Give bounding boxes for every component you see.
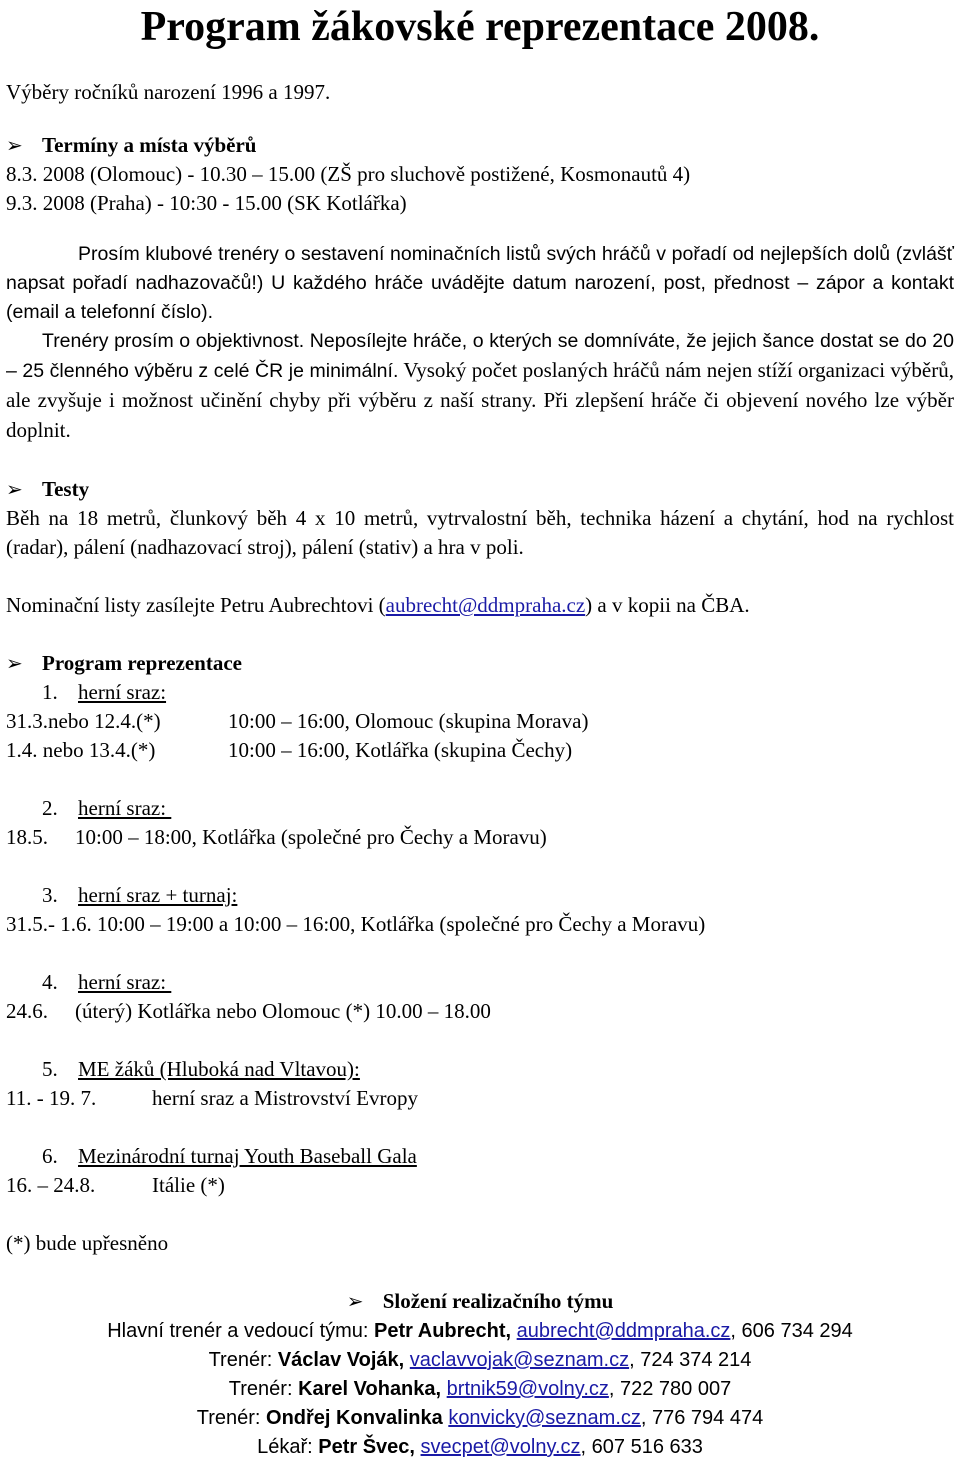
camp1-row-morava	[6, 707, 954, 736]
camp5-text: herní sraz a Mistrovství Evropy	[152, 1086, 418, 1110]
team-member-row	[6, 1403, 954, 1432]
spacer	[6, 620, 954, 649]
camp2-text: 10:00 – 18:00, Kotlářka (společné pro Čechy a Moravu)	[75, 825, 547, 849]
camp4-number: 4.	[42, 970, 58, 994]
program-heading: Program reprezentace	[42, 651, 242, 675]
member-email-link[interactable]: konvicky@seznam.cz	[448, 1407, 641, 1429]
camp1-row-date: 31.3.nebo 12.4.(*)	[6, 709, 161, 733]
member-email-link[interactable]: svecpet@volny.cz	[420, 1436, 581, 1458]
subtitle: Výběry ročníků narození 1996 a 1997.	[6, 80, 331, 104]
camp3-label: herní sraz + turnaj:	[78, 883, 238, 907]
spacer	[6, 852, 954, 881]
terms-paragraph-nominations	[6, 240, 954, 327]
spacer	[6, 765, 954, 794]
spacer	[6, 1113, 954, 1142]
camp6-date: 16. – 24.8.	[6, 1173, 96, 1197]
terms-heading: Termíny a místa výběrů	[42, 133, 257, 157]
member-email-link[interactable]: brtnik59@volny.cz	[446, 1378, 609, 1400]
camp4-text: (úterý) Kotlářka nebo Olomouc (*) 10.00 – 18.00	[75, 999, 491, 1023]
member-name: Karel Vohanka,	[298, 1378, 442, 1400]
member-name: Petr Aubrecht,	[374, 1320, 512, 1342]
camp5-label: ME žáků (Hluboká nad Vltavou):	[78, 1057, 360, 1081]
member-role: Trenér:	[208, 1349, 278, 1371]
camp3-line: 31.5.- 1.6. 10:00 – 19:00 a 10:00 – 16:00, Kotlářka (společné pro Čechy a Moravu)	[6, 912, 706, 936]
terms-line-praha: 9.3. 2008 (Praha) - 10:30 - 15.00 (SK Kotlářka)	[6, 191, 407, 215]
camp5-heading	[6, 1055, 954, 1084]
camp1-number: 1.	[42, 680, 58, 704]
arrow-bullet-icon: ➢	[346, 1289, 364, 1313]
camp1-row-text: 10:00 – 16:00, Kotlářka (skupina Čechy)	[228, 738, 573, 762]
member-role: Trenér:	[196, 1407, 267, 1429]
terms-line-olomouc: 8.3. 2008 (Olomouc) - 10.30 – 15.00 (ZŠ pro sluchově postižené, Kosmonautů 4)	[6, 162, 691, 186]
camp6-number: 6.	[42, 1144, 58, 1168]
section-terms-heading	[6, 131, 954, 160]
camp4-heading	[6, 968, 954, 997]
member-email-link[interactable]: vaclavvojak@seznam.cz	[409, 1349, 630, 1371]
camp1-row-text: 10:00 – 16:00, Olomouc (skupina Morava)	[228, 709, 589, 733]
team-member-row	[6, 1345, 954, 1374]
camp2-heading	[6, 794, 954, 823]
member-role: Hlavní trenér a vedoucí týmu:	[107, 1320, 375, 1342]
terms-para2a: Trenéry prosím o objektivnost. Neposílejte hráče, o kterých se domníváte, že jejich šance dostat se do 20 – 25 členného výběru z celé ČR je minimální.	[6, 330, 954, 382]
member-phone: , 776 794 474	[640, 1407, 764, 1429]
section-program-heading	[6, 649, 954, 678]
arrow-bullet-icon: ➢	[6, 477, 23, 501]
team-member-row	[6, 1432, 954, 1461]
section-tests-heading	[6, 475, 954, 504]
nomination-line	[6, 591, 954, 620]
team-member-row	[6, 1316, 954, 1345]
camp6-heading	[6, 1142, 954, 1171]
member-phone: , 606 734 294	[730, 1320, 853, 1342]
member-role: Trenér:	[228, 1378, 299, 1400]
spacer	[6, 1258, 954, 1287]
nomination-email-link[interactable]: aubrecht@ddmpraha.cz	[385, 593, 586, 617]
camp1-row-cechy	[6, 736, 954, 765]
arrow-bullet-icon: ➢	[6, 133, 23, 157]
spacer	[6, 1026, 954, 1055]
tests-text: Běh na 18 metrů, člunkový běh 4 x 10 metrů, vytrvalostní běh, technika házení a chytání, hod na rychlost (radar), pálení (nadhazovací stroj), pálení (stativ) a hra v poli.	[6, 506, 954, 559]
team-heading: Složení realizačního týmu	[382, 1289, 614, 1313]
camp6-label: Mezinárodní turnaj Youth Baseball Gala	[78, 1144, 417, 1168]
camp4-row	[6, 997, 954, 1026]
tests-heading: Testy	[42, 477, 90, 501]
member-name: Petr Švec,	[318, 1436, 415, 1458]
camp5-date: 11. - 19. 7.	[6, 1086, 97, 1110]
section-team-heading	[6, 1287, 954, 1316]
spacer	[6, 939, 954, 968]
spacer	[6, 107, 954, 131]
camp2-date: 18.5.	[6, 825, 48, 849]
terms-para2b: Vysoký počet poslaných hráčů nám nejen stíží organizaci výběrů, ale zvyšuje i možnost učinění chyby při výběru z naší strany. Při zlepšení hráče či objevení nového lze výběr doplnit.	[6, 358, 954, 442]
spacer	[6, 1200, 954, 1229]
camp6-row	[6, 1171, 954, 1200]
member-email-link[interactable]: aubrecht@ddmpraha.cz	[516, 1320, 731, 1342]
terms-paragraph-objectivity	[6, 327, 954, 446]
camp5-number: 5.	[42, 1057, 58, 1081]
camp1-row-date: 1.4. nebo 13.4.(*)	[6, 738, 156, 762]
camp2-row	[6, 823, 954, 852]
member-phone: , 724 374 214	[629, 1349, 752, 1371]
team-list	[6, 1316, 954, 1461]
spacer	[6, 562, 954, 591]
camp1-heading	[6, 678, 954, 707]
spacer	[6, 218, 954, 240]
camp5-row	[6, 1084, 954, 1113]
camp1-label: herní sraz:	[78, 680, 167, 704]
camp4-label: herní sraz:	[78, 970, 172, 994]
camp3-heading	[6, 881, 954, 910]
camp3-number: 3.	[42, 883, 58, 907]
arrow-bullet-icon: ➢	[6, 651, 23, 675]
member-phone: , 607 516 633	[580, 1436, 703, 1458]
member-role: Lékař:	[257, 1436, 319, 1458]
nomination-after: ) a v kopii na ČBA.	[585, 593, 750, 617]
spacer	[6, 446, 954, 475]
camp4-date: 24.6.	[6, 999, 48, 1023]
member-phone: , 722 780 007	[608, 1378, 732, 1400]
member-name: Ondřej Konvalinka	[266, 1407, 443, 1429]
camp6-text: Itálie (*)	[152, 1173, 225, 1197]
camp2-label: herní sraz:	[78, 796, 172, 820]
footnote: (*) bude upřesněno	[6, 1231, 169, 1255]
member-name: Václav Voják,	[277, 1349, 405, 1371]
team-member-row	[6, 1374, 954, 1403]
terms-para1: Prosím klubové trenéry o sestavení nominačních listů svých hráčů v pořadí od nejlepších dolů (zvlášť napsat pořadí nadhazovačů!) U každého hráče uvádějte datum narození, post, přednost – zápor a kontakt (email a telefonní číslo).	[6, 243, 954, 323]
page-title: Program žákovské reprezentace 2008.	[140, 4, 820, 50]
camp2-number: 2.	[42, 796, 58, 820]
nomination-before: Nominační listy zasílejte Petru Aubrechtovi (	[6, 593, 386, 617]
